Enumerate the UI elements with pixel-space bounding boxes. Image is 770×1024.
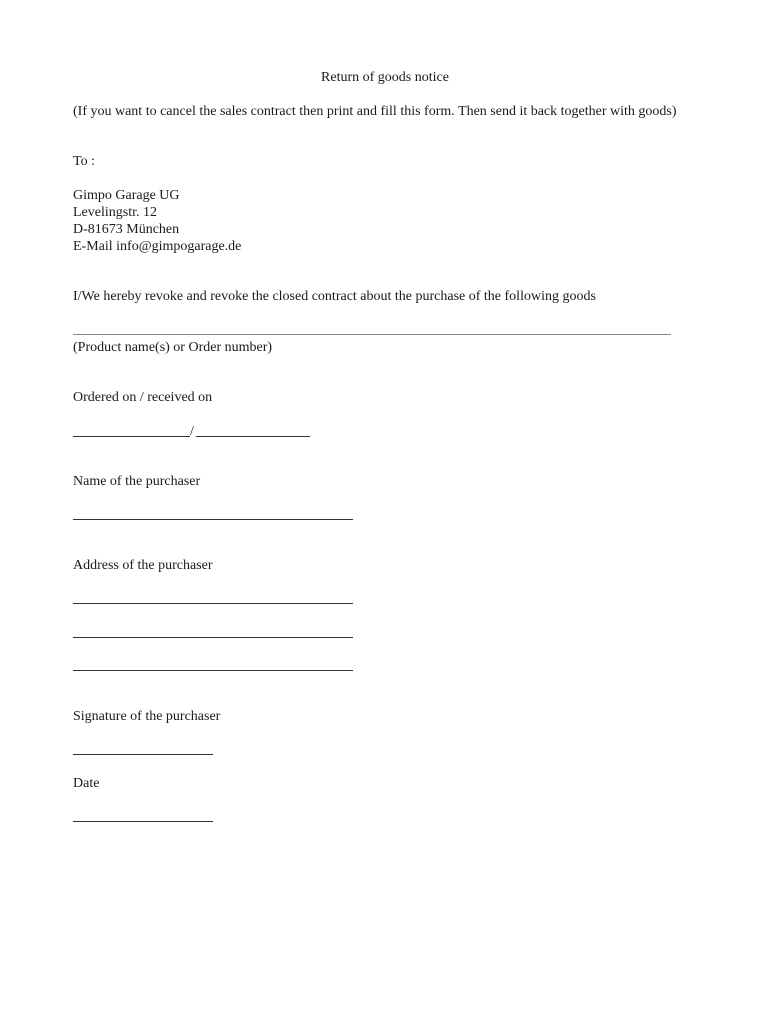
product-fill-line[interactable] (73, 334, 671, 335)
revoke-statement: I/We hereby revoke and revoke the closed contract about the purchase of the following goods (73, 289, 596, 304)
ordered-received-label: Ordered on / received on (73, 390, 213, 405)
recipient-company: Gimpo Garage UG (73, 188, 180, 203)
form-instructions: (If you want to cancel the sales contract then print and fill this form. Then send it back together with goods) (73, 104, 677, 119)
date-fill-line[interactable] (73, 821, 213, 822)
recipient-email: E-Mail info@gimpogarage.de (73, 239, 242, 254)
address-fill-line-2[interactable] (73, 637, 353, 638)
product-caption: (Product name(s) or Order number) (73, 340, 273, 355)
date-label: Date (73, 776, 100, 791)
purchaser-address-label: Address of the purchaser (73, 558, 213, 573)
to-label: To : (73, 154, 95, 169)
address-fill-line-3[interactable] (73, 670, 353, 671)
ordered-on-fill-line[interactable] (73, 436, 190, 437)
address-fill-line-1[interactable] (73, 603, 353, 604)
purchaser-name-fill-line[interactable] (73, 519, 353, 520)
recipient-city: D-81673 München (73, 222, 180, 237)
form-title: Return of goods notice (321, 70, 449, 85)
recipient-street: Levelingstr. 12 (73, 205, 157, 220)
signature-fill-line[interactable] (73, 754, 213, 755)
date-separator: / (190, 424, 194, 439)
received-on-fill-line[interactable] (196, 436, 310, 437)
signature-label: Signature of the purchaser (73, 709, 221, 724)
purchaser-name-label: Name of the purchaser (73, 474, 201, 489)
